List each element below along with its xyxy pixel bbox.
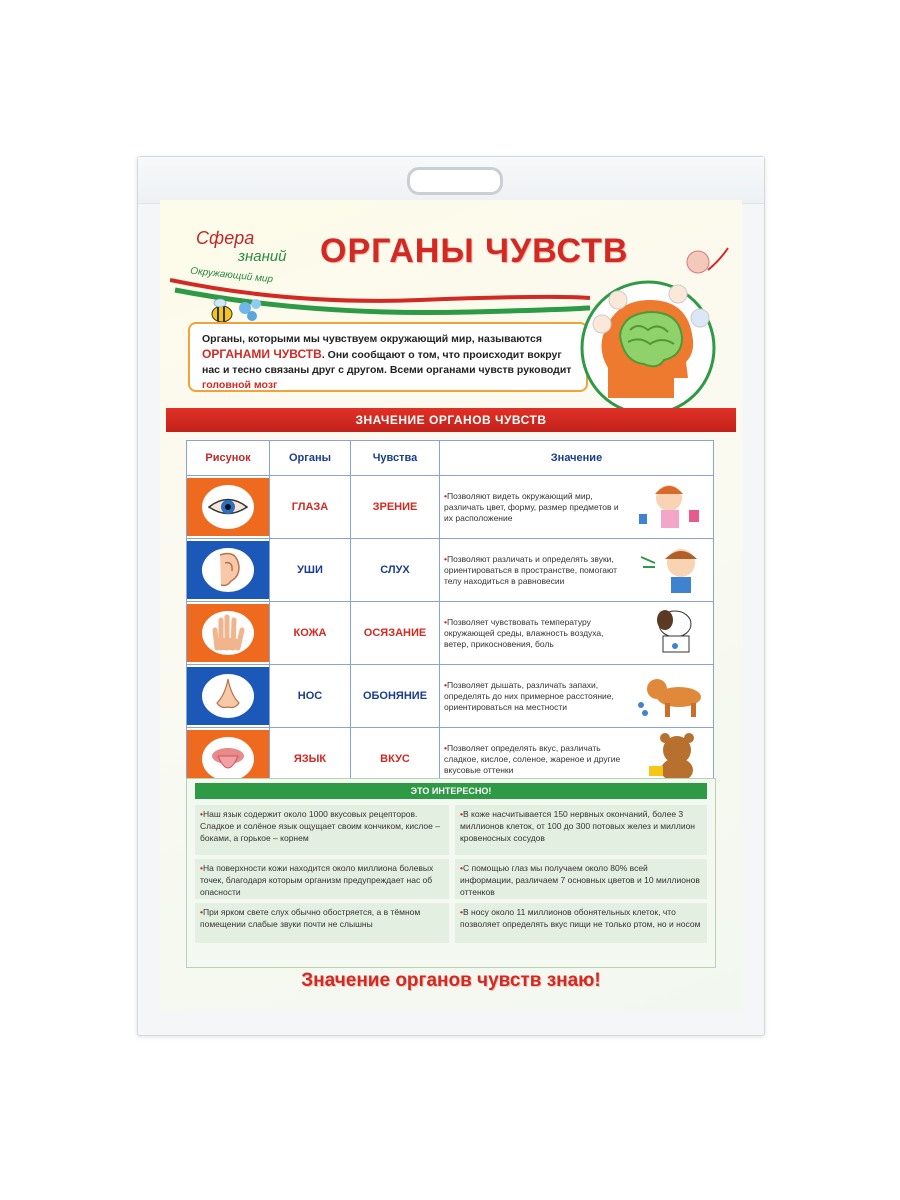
sense-cell: СЛУХ: [351, 539, 440, 602]
intro-text-1: Органы, которыми мы чувствуем окружающий мир, называются: [202, 333, 542, 345]
bear-illustration: [635, 732, 709, 784]
sniffing-dog-illustration: [635, 669, 709, 721]
organ-cell: НОС: [270, 665, 351, 728]
sense-cell: ВКУС: [351, 728, 440, 791]
sense-cell: ОСЯЗАНИЕ: [351, 602, 440, 665]
intro-highlight: ОРГАНАМИ ЧУВСТВ: [202, 347, 322, 361]
series-tagline: Окружающий мир: [189, 265, 274, 286]
intro-box: [188, 322, 588, 392]
intro-text-2: . Они сообщают о том, что происходит вокруг нас и тесно связаны друг с другом. Всеми органами чувств руководит: [202, 349, 572, 376]
meaning-text: • Позволяет чувствовать температуру окружающей среды, влажность воздуха, ветер, прикосновения, боль: [444, 617, 624, 650]
intro-highlight-2: головной мозг: [202, 379, 278, 391]
table-row: [187, 602, 714, 665]
facts-title: ЭТО ИНТЕРЕСНО!: [195, 783, 707, 799]
meaning-text: • Позволяет дышать, различать запахи, определять до них примерное расстояние, ориентироваться на местности: [444, 680, 624, 713]
fact-item: • В носу около 11 миллионов обонятельных клеток, что позволяет определять вкус пищи не только ртом, но и носом: [455, 903, 707, 943]
sleeve-hanger-strip: [138, 157, 764, 204]
meaning-cell: [440, 602, 714, 665]
picture-cell: [187, 602, 270, 665]
fact-item: • С помощью глаз мы получаем около 80% всей информации, различаем 7 основных цветов и 10 миллионов оттенков: [455, 859, 707, 899]
poster: [160, 200, 742, 1010]
hand-icon: [187, 604, 269, 662]
picture-cell: [187, 476, 270, 539]
bottom-slogan: Значение органов чувств знаю!: [301, 970, 601, 991]
meaning-cell: [440, 476, 714, 539]
dog-illustration: [635, 606, 709, 658]
sense-cell: ЗРЕНИЕ: [351, 476, 440, 539]
meaning-cell: [440, 665, 714, 728]
deco-snail-icon: [680, 240, 730, 280]
hanger-hole: [407, 167, 503, 195]
table-row: [187, 665, 714, 728]
organ-cell: УШИ: [270, 539, 351, 602]
organ-cell: ГЛАЗА: [270, 476, 351, 539]
header-organs: Органы: [270, 441, 351, 476]
boy-illustration: [635, 543, 709, 595]
page-title: ОРГАНЫ ЧУВСТВ: [320, 232, 629, 270]
picture-cell: [187, 539, 270, 602]
section-title-bar: ЗНАЧЕНИЕ ОРГАНОВ ЧУВСТВ: [166, 408, 736, 432]
table-row: [187, 476, 714, 539]
organ-cell: ЯЗЫК: [270, 728, 351, 791]
picture-cell: [187, 665, 270, 728]
meaning-text: • Позволяют различать и определять звуки, ориентироваться в пространстве, помогают телу находиться в равновесии: [444, 554, 624, 587]
header-picture: Рисунок: [187, 441, 270, 476]
table-row: [187, 539, 714, 602]
organ-cell: КОЖА: [270, 602, 351, 665]
meaning-text: • Позволяет определять вкус, различать сладкое, кислое, соленое, жареное и другие вкусовые оттенки: [444, 743, 624, 776]
ear-icon: [187, 541, 269, 599]
logo-text-1: Сфера: [196, 228, 255, 248]
header-senses: Чувства: [351, 441, 440, 476]
senses-table: [186, 440, 714, 791]
eye-icon: [187, 478, 269, 536]
fact-item: • В коже насчитывается 150 нервных окончаний, более 3 миллионов клеток, от 100 до 300 потовых желез и миллион кровеносных сосудов: [455, 805, 707, 855]
fact-item: • При ярком свете слух обычно обостряется, а в тёмном помещении слабые звуки почти не слышны: [195, 903, 449, 943]
fact-item: • Наш язык содержит около 1000 вкусовых рецепторов. Сладкое и солёное язык ощущает своим кончиком, кислое – боками, а горькое – корнем: [195, 805, 449, 855]
header-meaning: Значение: [440, 441, 714, 476]
head-brain-illustration: [578, 278, 718, 418]
table-header-row: [187, 441, 714, 476]
sense-cell: ОБОНЯНИЕ: [351, 665, 440, 728]
meaning-text: • Позволяют видеть окружающий мир, различать цвет, форму, размер предметов и их расположение: [444, 491, 624, 524]
interesting-facts-panel: [186, 778, 716, 968]
logo-text-2: знаний: [238, 248, 287, 265]
nose-icon: [187, 667, 269, 725]
meaning-cell: [440, 539, 714, 602]
girl-illustration: [635, 480, 709, 532]
fact-item: • На поверхности кожи находится около миллиона болевых точек, благодаря которым организм предупреждает нас об опасности: [195, 859, 449, 899]
